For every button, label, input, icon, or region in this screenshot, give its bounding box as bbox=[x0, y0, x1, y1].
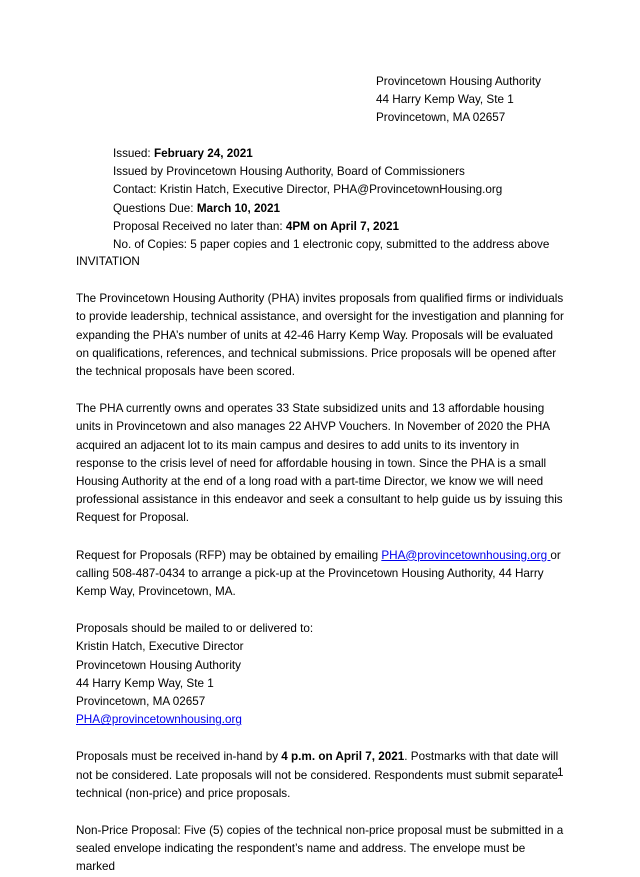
paragraph-mailing-address: Proposals should be mailed to or delivered to: Kristin Hatch, Executive Director Provincetown Housing Authority 44 Harry Kemp Way, Ste 1 Provincetown, MA 02657 PHA@provincetownhousing.org bbox=[76, 622, 314, 727]
address-line-city: Provincetown, MA 02657 bbox=[376, 111, 506, 125]
invitation-heading: INVITATION bbox=[76, 255, 140, 268]
paragraph-rfp-request: Request for Proposals (RFP) may be obtained by emailing PHA@provincetownhousing.org or calling 508-487-0434 to arrange a pick-up at the Provincetown Housing Authority, 44 Harry Kemp Way, Provincetown, MA. bbox=[76, 548, 561, 599]
copies-line: No. of Copies: 5 paper copies and 1 electronic copy, submitted to the address above bbox=[113, 238, 550, 252]
paragraph-deadline: Proposals must be received in-hand by 4 p.m. on April 7, 2021. Postmarks with that date will not be considered. Late proposals will not be considered. Respondents must submit separate technical (non-price) and price proposals. bbox=[76, 750, 559, 800]
contact-line: Contact: Kristin Hatch, Executive Director, PHA@ProvincetownHousing.org bbox=[113, 183, 503, 197]
issued-date-line: Issued: February 24, 2021 bbox=[113, 147, 253, 160]
rfp-email-link[interactable]: PHA@provincetownhousing.org bbox=[381, 548, 551, 562]
issued-by-line: Issued by Provincetown Housing Authority, Board of Commissioners bbox=[113, 165, 465, 179]
document-body bbox=[76, 253, 566, 877]
address-line-street: 44 Harry Kemp Way, Ste 1 bbox=[376, 93, 514, 107]
address-line-org: Provincetown Housing Authority bbox=[376, 75, 542, 88]
page-number: 1 bbox=[557, 766, 564, 779]
questions-due-date: March 10, 2021 bbox=[196, 201, 280, 215]
paragraph-intro: The Provincetown Housing Authority (PHA) invites proposals from qualified firms or individuals to provide leadership, technical assistance, and oversight for the investigation and planning for expanding the PHA’s number of units at 42-46 Harry Kemp Way. Proposals will be evaluated on qualifications, references, and technical submissions. Price proposals will be opened after the technical proposals have been scored. bbox=[76, 292, 564, 379]
questions-due-line: Questions Due: March 10, 2021 bbox=[113, 201, 280, 215]
paragraph-background: The PHA currently owns and operates 33 State subsidized units and 13 affordable housing units in Provincetown and also manages 22 AHVP Vouchers. In November of 2020 the PHA acquired an adjacent lot to its main campus and desires to add units to its inventory in response to the crisis level of need for affordable housing in town. Since the PHA is a small Housing Authority at the end of a long road with a part-time Director, we know we will need professional assistance in this endeavor and seek a consultant to help guide us by issuing this Request for Proposal. bbox=[76, 402, 563, 525]
sender-address-block bbox=[376, 73, 541, 128]
proposal-deadline: 4PM on April 7, 2021 bbox=[285, 219, 400, 233]
mailing-email-link[interactable]: PHA@provincetownhousing.org bbox=[76, 713, 242, 727]
rfp-details-block bbox=[113, 145, 549, 254]
paragraph-non-price-proposal: Non-Price Proposal: Five (5) copies of the technical non-price proposal must be submitted in a sealed envelope indicating the respondent’s name and address. The envelope must be marked bbox=[76, 824, 564, 874]
proposal-deadline-line: Proposal Received no later than: 4PM on April 7, 2021 bbox=[113, 219, 400, 233]
issued-date: February 24, 2021 bbox=[153, 147, 253, 160]
